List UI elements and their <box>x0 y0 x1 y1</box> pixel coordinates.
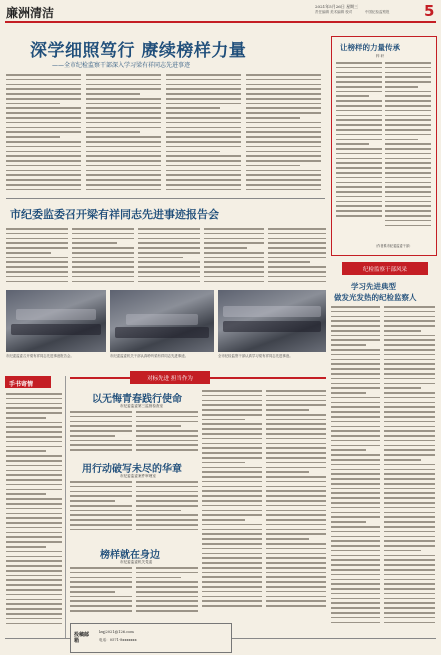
meeting-photo-3 <box>218 290 326 352</box>
shuxin-label: 手书寄情 <box>9 380 34 388</box>
article3-sub: 市纪委监委机关党委 <box>120 560 153 564</box>
report-body-col5 <box>268 228 326 288</box>
right-band-label: 纪检监察干部风采 <box>362 267 407 273</box>
right-article-title-2: 做发光发热的纪检监察人 <box>334 293 417 302</box>
footer-phone: 电话：0571-8xxxxxxx <box>99 638 137 642</box>
footer-email: lzqj2021@126.com <box>99 630 134 634</box>
lead-body-col3 <box>166 74 241 194</box>
section-title: 廉洲清洁 <box>6 6 55 20</box>
paper-name: 中国纪检监察报 <box>365 10 390 14</box>
shuxin-label-box <box>5 376 51 388</box>
article2-sub: 市纪委监委案件审理室 <box>120 474 156 478</box>
mid-body-col1 <box>202 390 262 618</box>
article1-title: 以无悔青春践行使命 <box>92 394 182 405</box>
page-number: 5 <box>424 2 435 20</box>
lead-body-col1 <box>6 74 81 194</box>
article3-body-b <box>136 567 198 615</box>
article2-title: 用行动破写未尽的华章 <box>82 464 182 475</box>
column-band <box>70 371 326 384</box>
column-band-box <box>130 371 210 384</box>
lead-title: 深学细照笃行 赓续榜样力量 <box>30 41 247 61</box>
article2-body-a <box>70 481 132 537</box>
report-body-col2 <box>72 228 134 288</box>
sidebar-author: （作者系市纪委监委干部） <box>374 244 413 248</box>
article3-body-a <box>70 567 132 615</box>
sidebar-byline: 梓 轩 <box>376 54 385 58</box>
masthead-rule <box>5 21 436 23</box>
right-band <box>342 262 428 275</box>
shuxin-body <box>6 393 62 633</box>
photo-caption-2: 市纪委监委机关干部认真聆听梁有祥同志先进事迹。 <box>110 354 188 358</box>
article1-sub: 市纪委监委第三监督检查室 <box>120 404 164 408</box>
lead-body-col4 <box>246 74 321 194</box>
right-article-body-b <box>384 306 435 636</box>
date-line: 2021年5月26日 星期三 <box>315 4 359 9</box>
sidebar-box <box>331 36 437 256</box>
lead-body-col2 <box>86 74 161 194</box>
article1-body-b <box>136 411 198 457</box>
report-top-rule <box>6 198 325 199</box>
footer-box-label: 投稿邮箱 <box>74 632 90 644</box>
article1-body-a <box>70 411 132 457</box>
masthead <box>0 0 441 28</box>
mid-body-col2 <box>266 390 326 618</box>
sidebar-body-a <box>336 62 382 222</box>
photo-caption-1: 市纪委监委召开梁有祥同志先进事迹报告会。 <box>6 354 74 358</box>
article3-title: 榜样就在身边 <box>100 550 160 561</box>
shuxin-column <box>5 376 66 638</box>
report-body-col1 <box>6 228 68 288</box>
photo-caption-3: 全市纪检监察干部认真学习梁有祥同志先进事迹。 <box>218 354 293 358</box>
lead-subtitle: ——全市纪检监察干部深入学习梁有祥同志先进事迹 <box>52 62 191 69</box>
meeting-photo-1 <box>6 290 106 352</box>
article2-body-b <box>136 481 198 537</box>
report-body-col3 <box>138 228 200 288</box>
meeting-photo-2 <box>110 290 214 352</box>
sidebar-title: 让榜样的力量传承 <box>340 43 400 52</box>
right-article-title-1: 学习先进典型 <box>351 282 396 291</box>
report-title: 市纪委监委召开梁有祥同志先进事迹报告会 <box>10 208 219 221</box>
sidebar-body-b <box>385 62 431 240</box>
report-body-col4 <box>204 228 264 288</box>
column-band-label: 对标先进 担当作为 <box>147 376 193 382</box>
footer-box <box>70 623 232 653</box>
right-article-body-a <box>331 306 380 636</box>
editors-line: 责任编辑 美术编辑 校对 <box>315 10 353 14</box>
